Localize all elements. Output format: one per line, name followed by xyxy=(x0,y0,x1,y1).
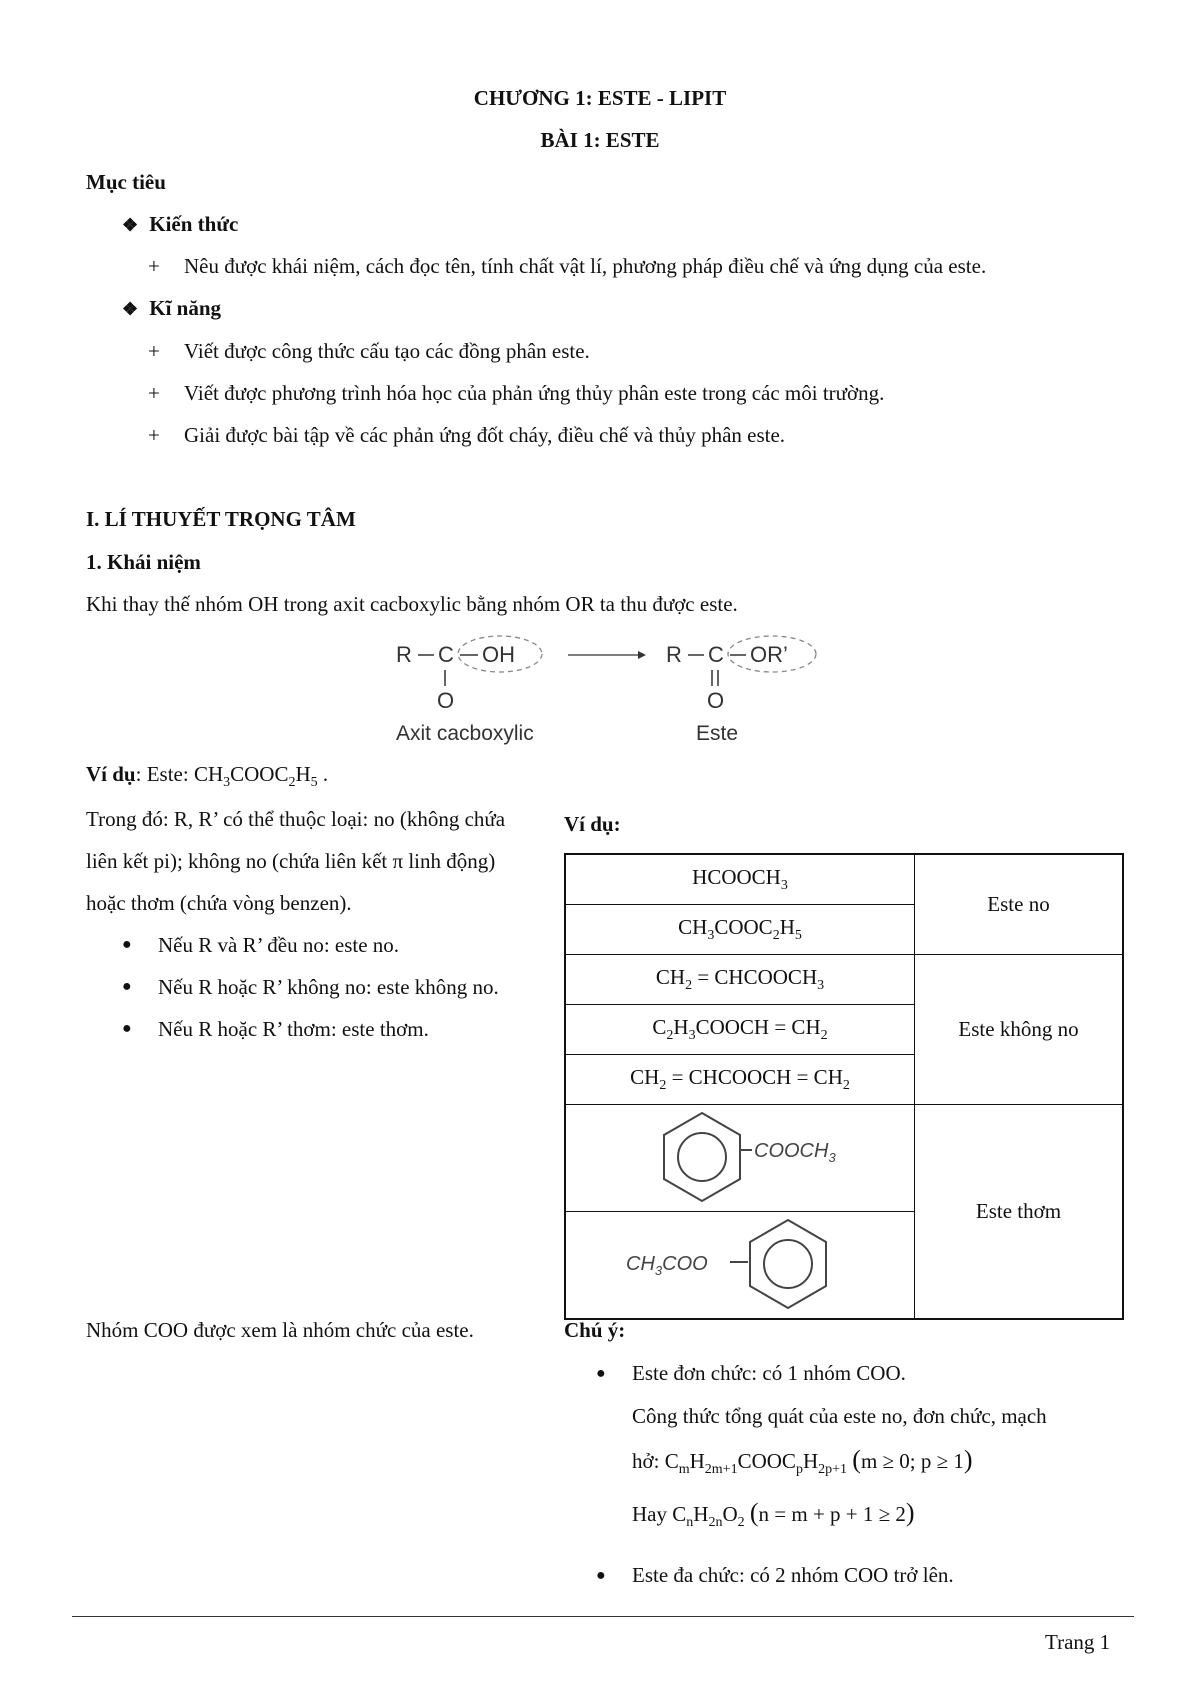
classification-bullet: ● Nếu R và R’ đều no: este no. ● Nếu R hoặc R’ không no: este không no. ● Nếu R hoặc R’ thơm: este thơm. xyxy=(122,924,532,1050)
acid-label: Axit cacboxylic xyxy=(396,722,534,745)
reaction-diagram xyxy=(380,628,840,748)
general-formula-alt: Hay $C_nH_{2n}O_2$ (n = m + p + 1 ≥ 2) xyxy=(632,1498,915,1530)
ester-examples-table xyxy=(564,853,1124,1320)
ester-label: Este xyxy=(696,722,739,745)
section-heading: I. LÍ THUYẾT TRỌNG TÂM xyxy=(86,507,356,531)
definition-text: Khi thay thế nhóm OH trong axit cacboxylic bằng nhóm OR ta thu được este. xyxy=(86,592,738,616)
functional-group-note: Nhóm COO được xem là nhóm chức của este. xyxy=(86,1318,474,1342)
benzene-ring-icon xyxy=(620,1212,860,1312)
skills-heading xyxy=(122,296,221,321)
chapter-title: CHƯƠNG 1: ESTE - LIPIT xyxy=(473,86,727,110)
classification-intro: Trong đó: R, R’ có thể thuộc loại: no (không chứa liên kết pi); không no (chứa liên kết π linh động) hoặc thơm (chứa vòng benzen). xyxy=(86,807,506,915)
bullet-dot-icon: ● xyxy=(596,1365,606,1382)
oxygen-left: O xyxy=(437,688,455,713)
page-number: Trang 1 xyxy=(1045,1630,1111,1654)
group-cell-thom: Este thơm xyxy=(915,1104,1124,1319)
knowledge-item: + Nêu được khái niệm, cách đọc tên, tính chất vật lí, phương pháp điều chế và ứng dụng của este. xyxy=(148,254,987,278)
bullet-dot-icon: ● xyxy=(596,1567,606,1584)
formula-cell: $C_2H_3COOCH = CH_2$ xyxy=(565,1004,915,1054)
note-heading: Chú ý: xyxy=(564,1318,626,1342)
carbon-right: C xyxy=(708,642,724,667)
diamond-bullet-icon: ❖ xyxy=(122,299,139,319)
bullet-dot-icon: ● xyxy=(122,978,132,995)
formula-cell: $CH_2$ = CHCOOCH = $CH_2$ xyxy=(565,1054,915,1104)
r-group-left: R xyxy=(396,642,412,667)
skill-item: + Viết được phương trình hóa học của phản ứng thủy phân este trong các môi trường. xyxy=(148,381,885,405)
skill-item: + Viết được công thức cấu tạo các đồng phân este. xyxy=(148,339,590,363)
structure-cell-phenyl-acetate xyxy=(565,1211,915,1319)
benzene-ring-icon xyxy=(620,1105,860,1205)
group-cell-no: Este no xyxy=(915,854,1124,954)
bullet-dot-icon: ● xyxy=(122,936,132,953)
ester-formula: $CH_3COOC_2H_5$ . xyxy=(193,762,329,790)
plus-bullet-icon: + xyxy=(148,423,160,447)
note-block: ● Este đơn chức: có 1 nhóm COO. Công thức tổng quát của este no, đơn chức, mạch hở: $C_mH_{2m+1}COOC_pH_{2p+1}$ (m ≥ 0; p ≥ 1) Hay $C_nH_{2n}O_2$ (n = m + p + 1 ≥ 2) ● Este đa chức: có 2 nhóm COO trở lên. xyxy=(596,1352,1136,1597)
lesson-title: BÀI 1: ESTE xyxy=(540,128,660,152)
group-cell-khong-no: Este không no xyxy=(915,954,1124,1104)
plus-bullet-icon: + xyxy=(148,381,160,405)
general-formula: hở: $C_mH_{2m+1}COOC_pH_{2p+1}$ (m ≥ 0; p ≥ 1) xyxy=(632,1445,973,1477)
bullet-dot-icon: ● xyxy=(122,1020,132,1037)
svg-text:COOCH3: $COOCH_3$ xyxy=(754,1139,836,1165)
oh-group: OH xyxy=(482,642,515,667)
formula-cell: $CH_2$ = $CHCOOCH_3$ xyxy=(565,954,915,1004)
subsection-heading: 1. Khái niệm xyxy=(86,550,201,574)
oxygen-right: O xyxy=(707,688,725,713)
example-label: Ví dụ xyxy=(86,762,136,786)
or-group: OR’ xyxy=(750,642,788,667)
r-group-right: R xyxy=(666,642,682,667)
formula-cell: $CH_3COOC_2H_5$ xyxy=(565,904,915,954)
diamond-bullet-icon: ❖ xyxy=(122,215,139,235)
skills-label: Kĩ năng xyxy=(149,296,222,320)
knowledge-label: Kiến thức xyxy=(149,212,239,236)
example-line: Ví dụ: Este: $CH_3COOC_2H_5$ . xyxy=(86,762,329,790)
skill-item: + Giải được bài tập về các phản ứng đốt cháy, điều chế và thủy phân este. xyxy=(148,423,786,447)
formula-cell: $HCOOCH_3$ xyxy=(565,854,915,904)
structure-cell-methyl-benzoate xyxy=(565,1104,915,1211)
plus-bullet-icon: + xyxy=(148,254,160,278)
plus-bullet-icon: + xyxy=(148,339,160,363)
svg-text:CH3COO: $CH_3COO$ xyxy=(626,1252,708,1278)
objectives-heading: Mục tiêu xyxy=(86,170,166,194)
footer-divider xyxy=(72,1616,1134,1617)
table-heading: Ví dụ: xyxy=(564,812,621,836)
carbon-left: C xyxy=(438,642,454,667)
knowledge-heading xyxy=(122,212,238,237)
